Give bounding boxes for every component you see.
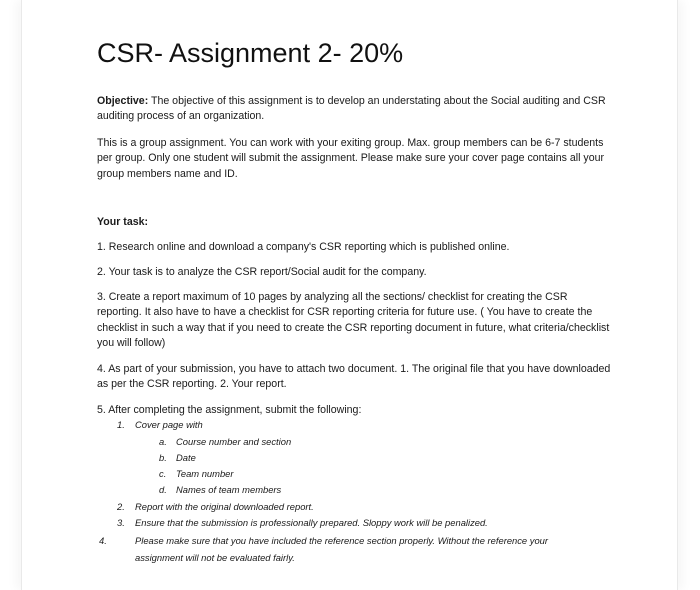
submission-item-2: 2. Report with the original downloaded report. (117, 501, 314, 512)
submission-item-1: 1. Cover page with (117, 419, 203, 430)
document-title: CSR- Assignment 2- 20% (97, 38, 404, 68)
objective-paragraph (97, 94, 612, 125)
task-item-4: 4. As part of your submission, you have to attach two document. 1. The original file that you have downloaded as per the CSR reporting. 2. Your report. (97, 363, 611, 391)
submission-item-3: 3. Ensure that the submission is professionally prepared. Sloppy work will be penalized. (117, 517, 488, 528)
cover-item-a: a. Course number and section (159, 436, 292, 447)
cover-item-b: b. Date (159, 452, 196, 463)
objective-text: The objective of this assignment is to develop an understating about the Social auditing and CSR auditing process of an organization. (97, 95, 606, 123)
group-info-paragraph: This is a group assignment. You can work with your exiting group. Max. group members can be 6-7 students per group. Only one student will submit the assignment. Please make sure your cover page contains all your group members name and ID. (97, 137, 604, 180)
submission-item-4: 4. Please make sure that you have included the reference section properly. Without the reference your assignment will not be evaluated fairly. (99, 535, 548, 563)
task-heading: Your task: (97, 216, 149, 228)
document-page (22, 0, 677, 590)
task-item-1: 1. Research online and download a company's CSR reporting which is published online. (97, 241, 510, 253)
cover-item-d: d. Names of team members (159, 484, 282, 495)
objective-label: Objective: (97, 95, 149, 107)
task-item-5: 5. After completing the assignment, submit the following: (97, 404, 362, 416)
task-item-2: 2. Your task is to analyze the CSR report/Social audit for the company. (97, 266, 427, 278)
task-item-3: 3. Create a report maximum of 10 pages by analyzing all the sections/ checklist for creating the CSR reporting. It also have to have a checklist for CSR reporting criteria for future use. ( You have to create the checklist in such a way that if you need to create the CSR reporting document in future, what criteria/checklist you will follow) (97, 291, 610, 350)
cover-item-c: c. Team number (159, 468, 234, 479)
